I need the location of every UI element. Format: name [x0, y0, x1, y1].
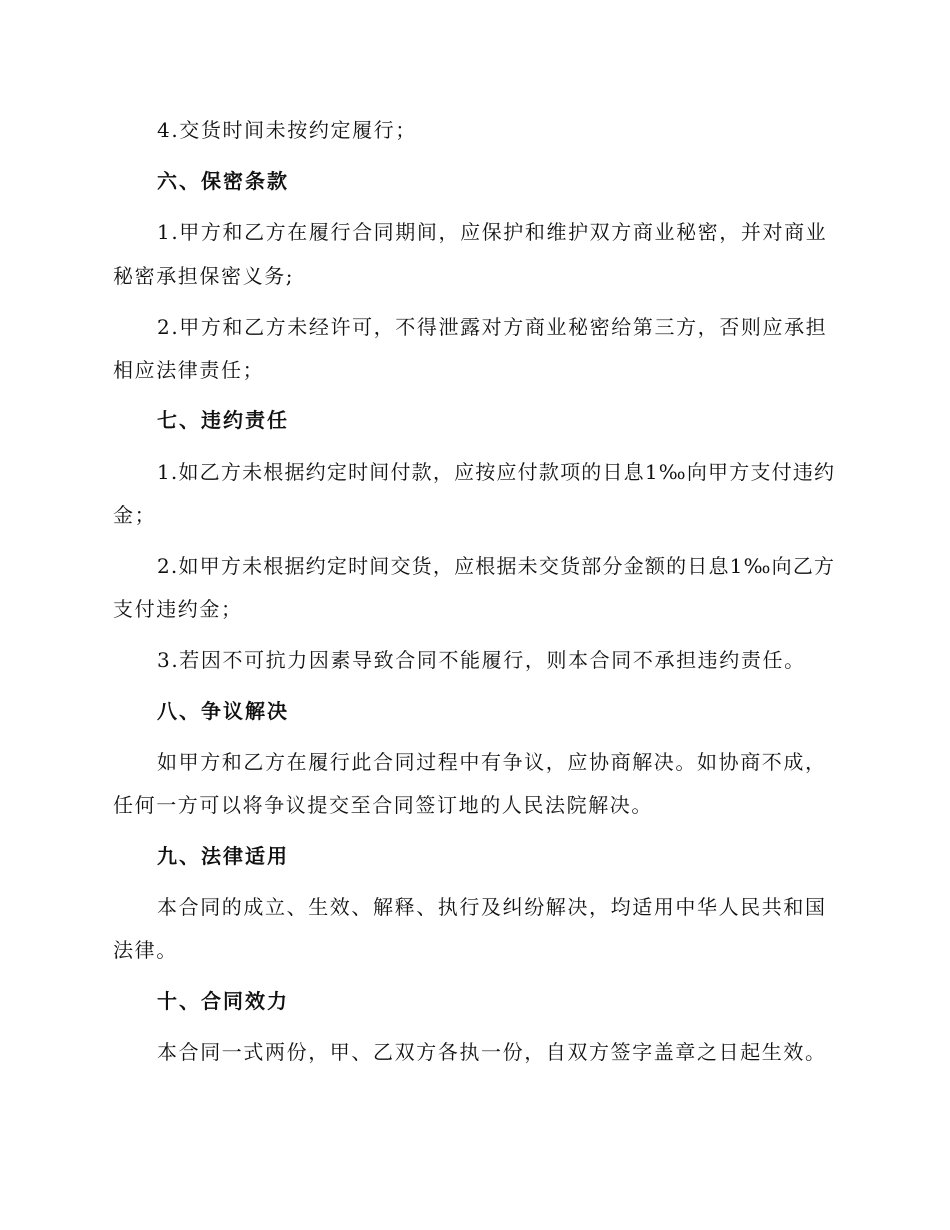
section-9-heading: 九、法律适用: [157, 844, 289, 868]
section-6-p1-line2: 秘密承担保密义务;: [113, 264, 295, 288]
section-6-heading: 六、保密条款: [157, 169, 289, 193]
section-7-heading: 七、违约责任: [157, 408, 289, 432]
section-9-p1-line1: 本合同的成立、生效、解释、执行及纠纷解决，均适用中华人民共和国: [157, 895, 827, 919]
section-8-p1-line1: 如甲方和乙方在履行此合同过程中有争议，应协商解决。如协商不成，: [157, 750, 827, 774]
section-10-heading: 十、合同效力: [157, 989, 289, 1013]
section-7-p2-line1: 2.如甲方未根据约定时间交货，应根据未交货部分金额的日息1‰向乙方: [157, 554, 836, 578]
section-10-p1-line1: 本合同一式两份，甲、乙双方各执一份，自双方签字盖章之日起生效。: [157, 1040, 827, 1064]
section-7-p1-line2: 金；: [113, 503, 157, 527]
section-9-p1-line2: 法律。: [113, 938, 178, 962]
section-6-p1-line1: 1.甲方和乙方在履行合同期间，应保护和维护双方商业秘密，并对商业: [157, 220, 828, 244]
delivery-clause-item-4: 4.交货时间未按约定履行；: [157, 118, 417, 142]
section-8-heading: 八、争议解决: [157, 699, 289, 723]
section-7-p1-line1: 1.如乙方未根据约定时间付款，应按应付款项的日息1‰向甲方支付违约: [157, 460, 836, 484]
section-7-p2-line2: 支付违约金；: [113, 597, 243, 621]
section-6-p2-line1: 2.甲方和乙方未经许可，不得泄露对方商业秘密给第三方，否则应承担: [157, 315, 828, 339]
section-7-p3-line1: 3.若因不可抗力因素导致合同不能履行，则本合同不承担违约责任。: [157, 648, 806, 672]
section-6-p2-line2: 相应法律责任；: [113, 358, 265, 382]
section-8-p1-line2: 任何一方可以将争议提交至合同签订地的人民法院解决。: [113, 793, 653, 817]
